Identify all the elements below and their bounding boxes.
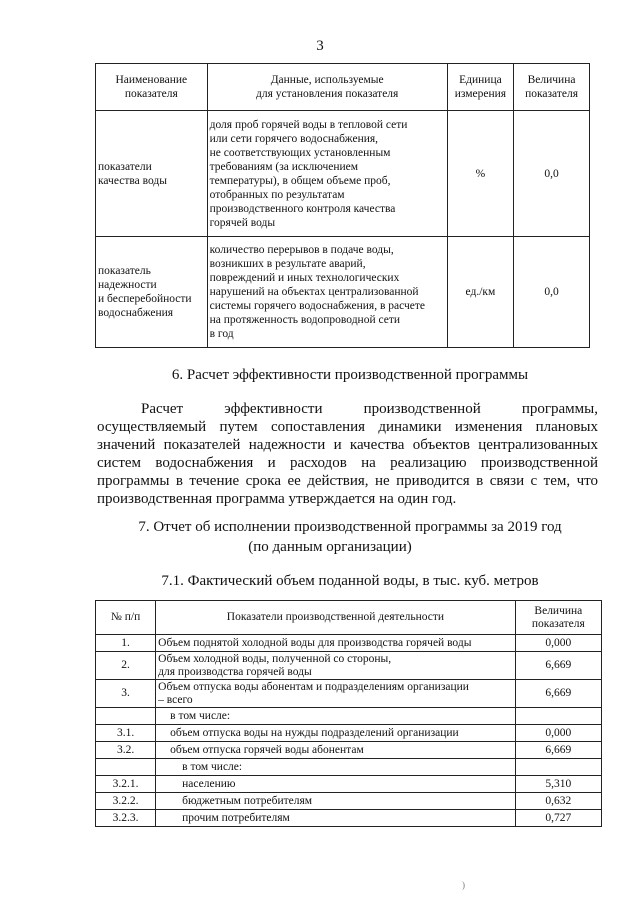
table-row (96, 759, 602, 776)
paragraph-text: Расчет эффективности производственной программы, осуществляемый путем сопоставления динамики изменения плановых значений показателей надежности и качества объектов централизованных систем водоснабжения и расходов на реализацию производственной программы в течение срока ее действия, не приводится в связи с тем, что производственная программа утверждается на один год. (97, 401, 598, 507)
row-description: бюджетным потребителям (156, 793, 516, 810)
water-volume-table (95, 600, 602, 827)
row-description: объем отпуска воды на нужды подразделений организации (156, 725, 516, 742)
row-number: 3.1. (96, 725, 156, 742)
table-row (96, 776, 602, 793)
row-value: 6,669 (515, 742, 601, 759)
row-value: 0,000 (515, 635, 601, 652)
row-value: 5,310 (515, 776, 601, 793)
row-description: в том числе: (156, 759, 516, 776)
section-6-paragraph (97, 400, 598, 508)
header-indicator-data: Данные, используемые для установления показателя (207, 64, 447, 111)
indicators-table (95, 63, 590, 348)
row-number: 1. (96, 635, 156, 652)
indicator-unit: ед./км (447, 237, 513, 348)
row-value (515, 759, 601, 776)
row-value: 6,669 (515, 652, 601, 680)
table-row (96, 742, 602, 759)
row-description: в том числе: (156, 708, 516, 725)
indicator-name: показатели качества воды (96, 111, 208, 237)
table-row (96, 810, 602, 827)
row-number: 3.2.2. (96, 793, 156, 810)
scan-mark: ) (462, 880, 465, 890)
row-description: прочим потребителям (156, 810, 516, 827)
section-6-title: 6. Расчет эффективности производственной программы (171, 367, 529, 383)
header-number: № п/п (96, 601, 156, 635)
row-value: 0,000 (515, 725, 601, 742)
indicator-unit: % (447, 111, 513, 237)
header-value: Величина показателя (514, 64, 590, 111)
row-description: Объем поднятой холодной воды для производства горячей воды (156, 635, 516, 652)
table-row (96, 793, 602, 810)
row-number: 3.2.1. (96, 776, 156, 793)
header-indicator-name: Наименование показателя (96, 64, 208, 111)
table-row (96, 725, 602, 742)
table-header-row (96, 64, 590, 111)
table-row (96, 652, 602, 680)
table-header-row (96, 601, 602, 635)
row-value: 0,727 (515, 810, 601, 827)
row-value: 6,669 (515, 680, 601, 708)
section-7-subtitle: (по данным организации) (248, 539, 412, 555)
indicator-value: 0,0 (514, 237, 590, 348)
indicator-data: доля проб горячей воды в тепловой сети или сети горячего водоснабжения, не соответствующих установленным требованиям (за исключением температуры), в общем объеме проб, отобранных по результатам производственного контроля качества горячей воды (207, 111, 447, 237)
table-row (96, 111, 590, 237)
indicator-value: 0,0 (514, 111, 590, 237)
header-description: Показатели производственной деятельности (156, 601, 516, 635)
page-number: 3 (316, 38, 324, 54)
header-value: Величина показателя (515, 601, 601, 635)
indicator-data: количество перерывов в подаче воды, возникших в результате аварий, повреждений и иных технологических нарушений на объектах централизованной системы горячего водоснабжения, в расчете на протяженность водопроводной сети в год (207, 237, 447, 348)
section-7-title: 7. Отчет об исполнении производственной программы за 2019 год (138, 519, 562, 535)
row-description: объем отпуска горячей воды абонентам (156, 742, 516, 759)
row-number: 2. (96, 652, 156, 680)
table-row (96, 635, 602, 652)
row-number: 3.2. (96, 742, 156, 759)
header-unit: Единица измерения (447, 64, 513, 111)
row-number (96, 708, 156, 725)
row-number: 3. (96, 680, 156, 708)
row-value (515, 708, 601, 725)
row-number: 3.2.3. (96, 810, 156, 827)
row-value: 0,632 (515, 793, 601, 810)
indicator-name: показатель надежности и бесперебойности водоснабжения (96, 237, 208, 348)
row-description: населению (156, 776, 516, 793)
row-description: Объем холодной воды, полученной со стороны, для производства горячей воды (156, 652, 516, 680)
table-row (96, 680, 602, 708)
row-description: Объем отпуска воды абонентам и подразделениям организации – всего (156, 680, 516, 708)
table-row (96, 237, 590, 348)
table-row (96, 708, 602, 725)
section-7-1-title: 7.1. Фактический объем поданной воды, в тыс. куб. метров (161, 573, 539, 589)
row-number (96, 759, 156, 776)
